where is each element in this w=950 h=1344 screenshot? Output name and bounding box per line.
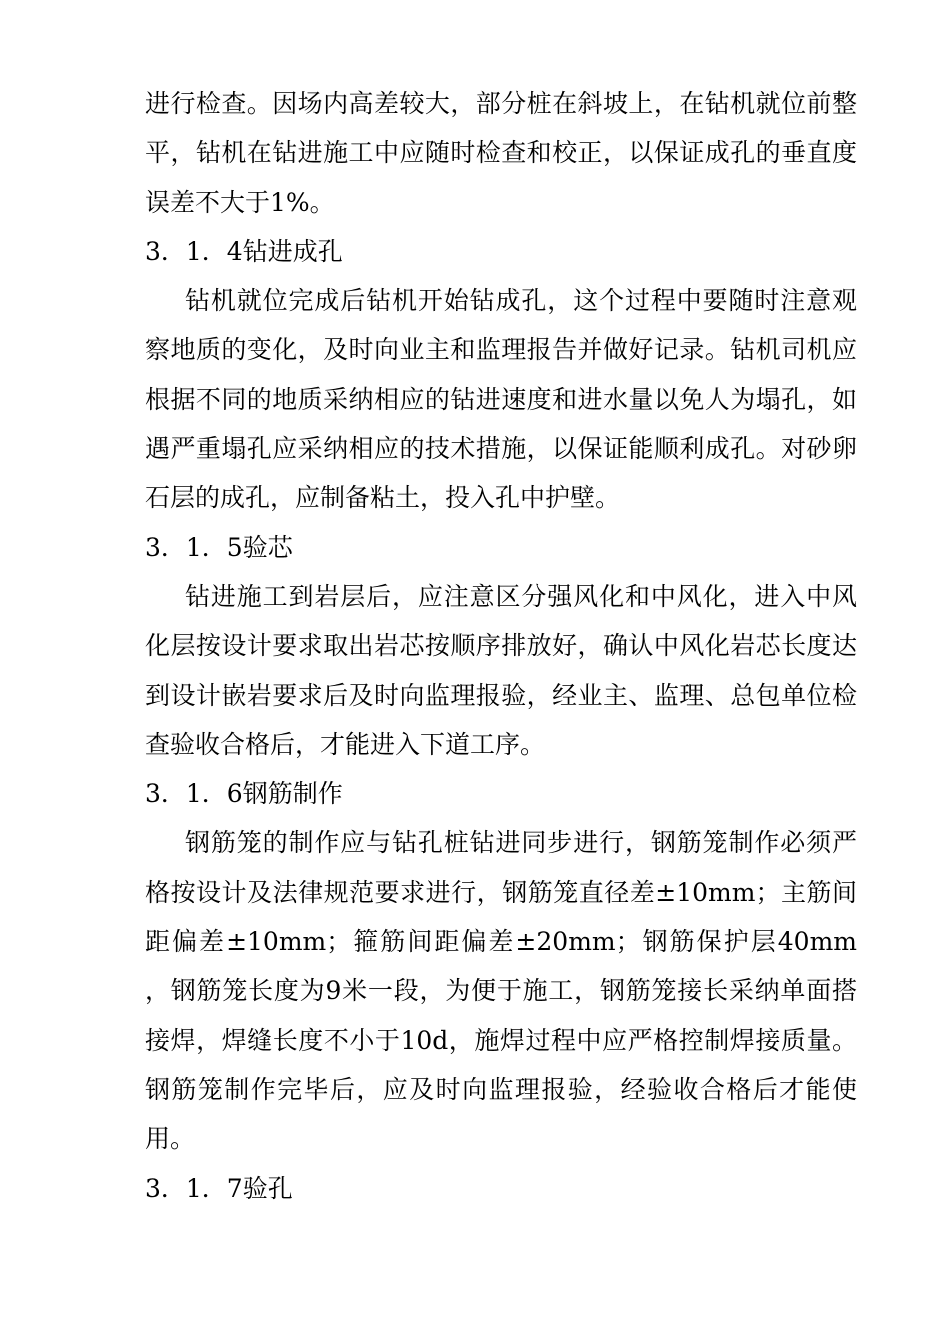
paragraph-vertical-check: 进行检查。因场内高差较大，部分桩在斜坡上，在钻机就位前整平，钻机在钻进施工中应随时检查和校正，以保证成孔的垂直度误差不大于1%。	[145, 89, 857, 217]
section-heading-drilling: 3．1．4钻进成孔	[145, 236, 343, 266]
paragraph-core-inspection: 钻进施工到岩层后，应注意区分强风化和中风化，进入中风化层按设计要求取出岩芯按顺序排放好，确认中风化岩芯长度达到设计嵌岩要求后及时向监理报验，经业主、监理、总包单位检查验收合格后，才能进入下道工序。	[145, 581, 857, 759]
section-heading-hole-inspection: 3．1．7验孔	[145, 1173, 293, 1203]
section-heading-rebar-fabrication: 3．1．6钢筋制作	[145, 779, 343, 809]
section-heading-core-inspection: 3．1．5验芯	[145, 532, 293, 562]
document-body	[145, 79, 857, 1213]
paragraph-rebar-fabrication: 钢筋笼的制作应与钻孔桩钻进同步进行，钢筋笼制作必须严格按设计及法律规范要求进行，钢筋笼直径差±10mm；主筋间距偏差±10mm；箍筋间距偏差±20mm；钢筋保护层40mm ，钢筋笼长度为9米一段，为便于施工，钢筋笼接长采纳单面搭接焊，焊缝长度不小于10d，施焊过程中应严格控制焊接质量。钢筋笼制作完毕后，应及时向监理报验，经验收合格后才能使用。	[145, 828, 857, 1154]
paragraph-drilling: 钻机就位完成后钻机开始钻成孔，这个过程中要随时注意观察地质的变化，及时向业主和监理报告并做好记录。钻机司机应根据不同的地质采纳相应的钻进速度和进水量以免人为塌孔，如遇严重塌孔应采纳相应的技术措施，以保证能顺利成孔。对砂卵石层的成孔，应制备粘土，投入孔中护壁。	[145, 286, 857, 513]
